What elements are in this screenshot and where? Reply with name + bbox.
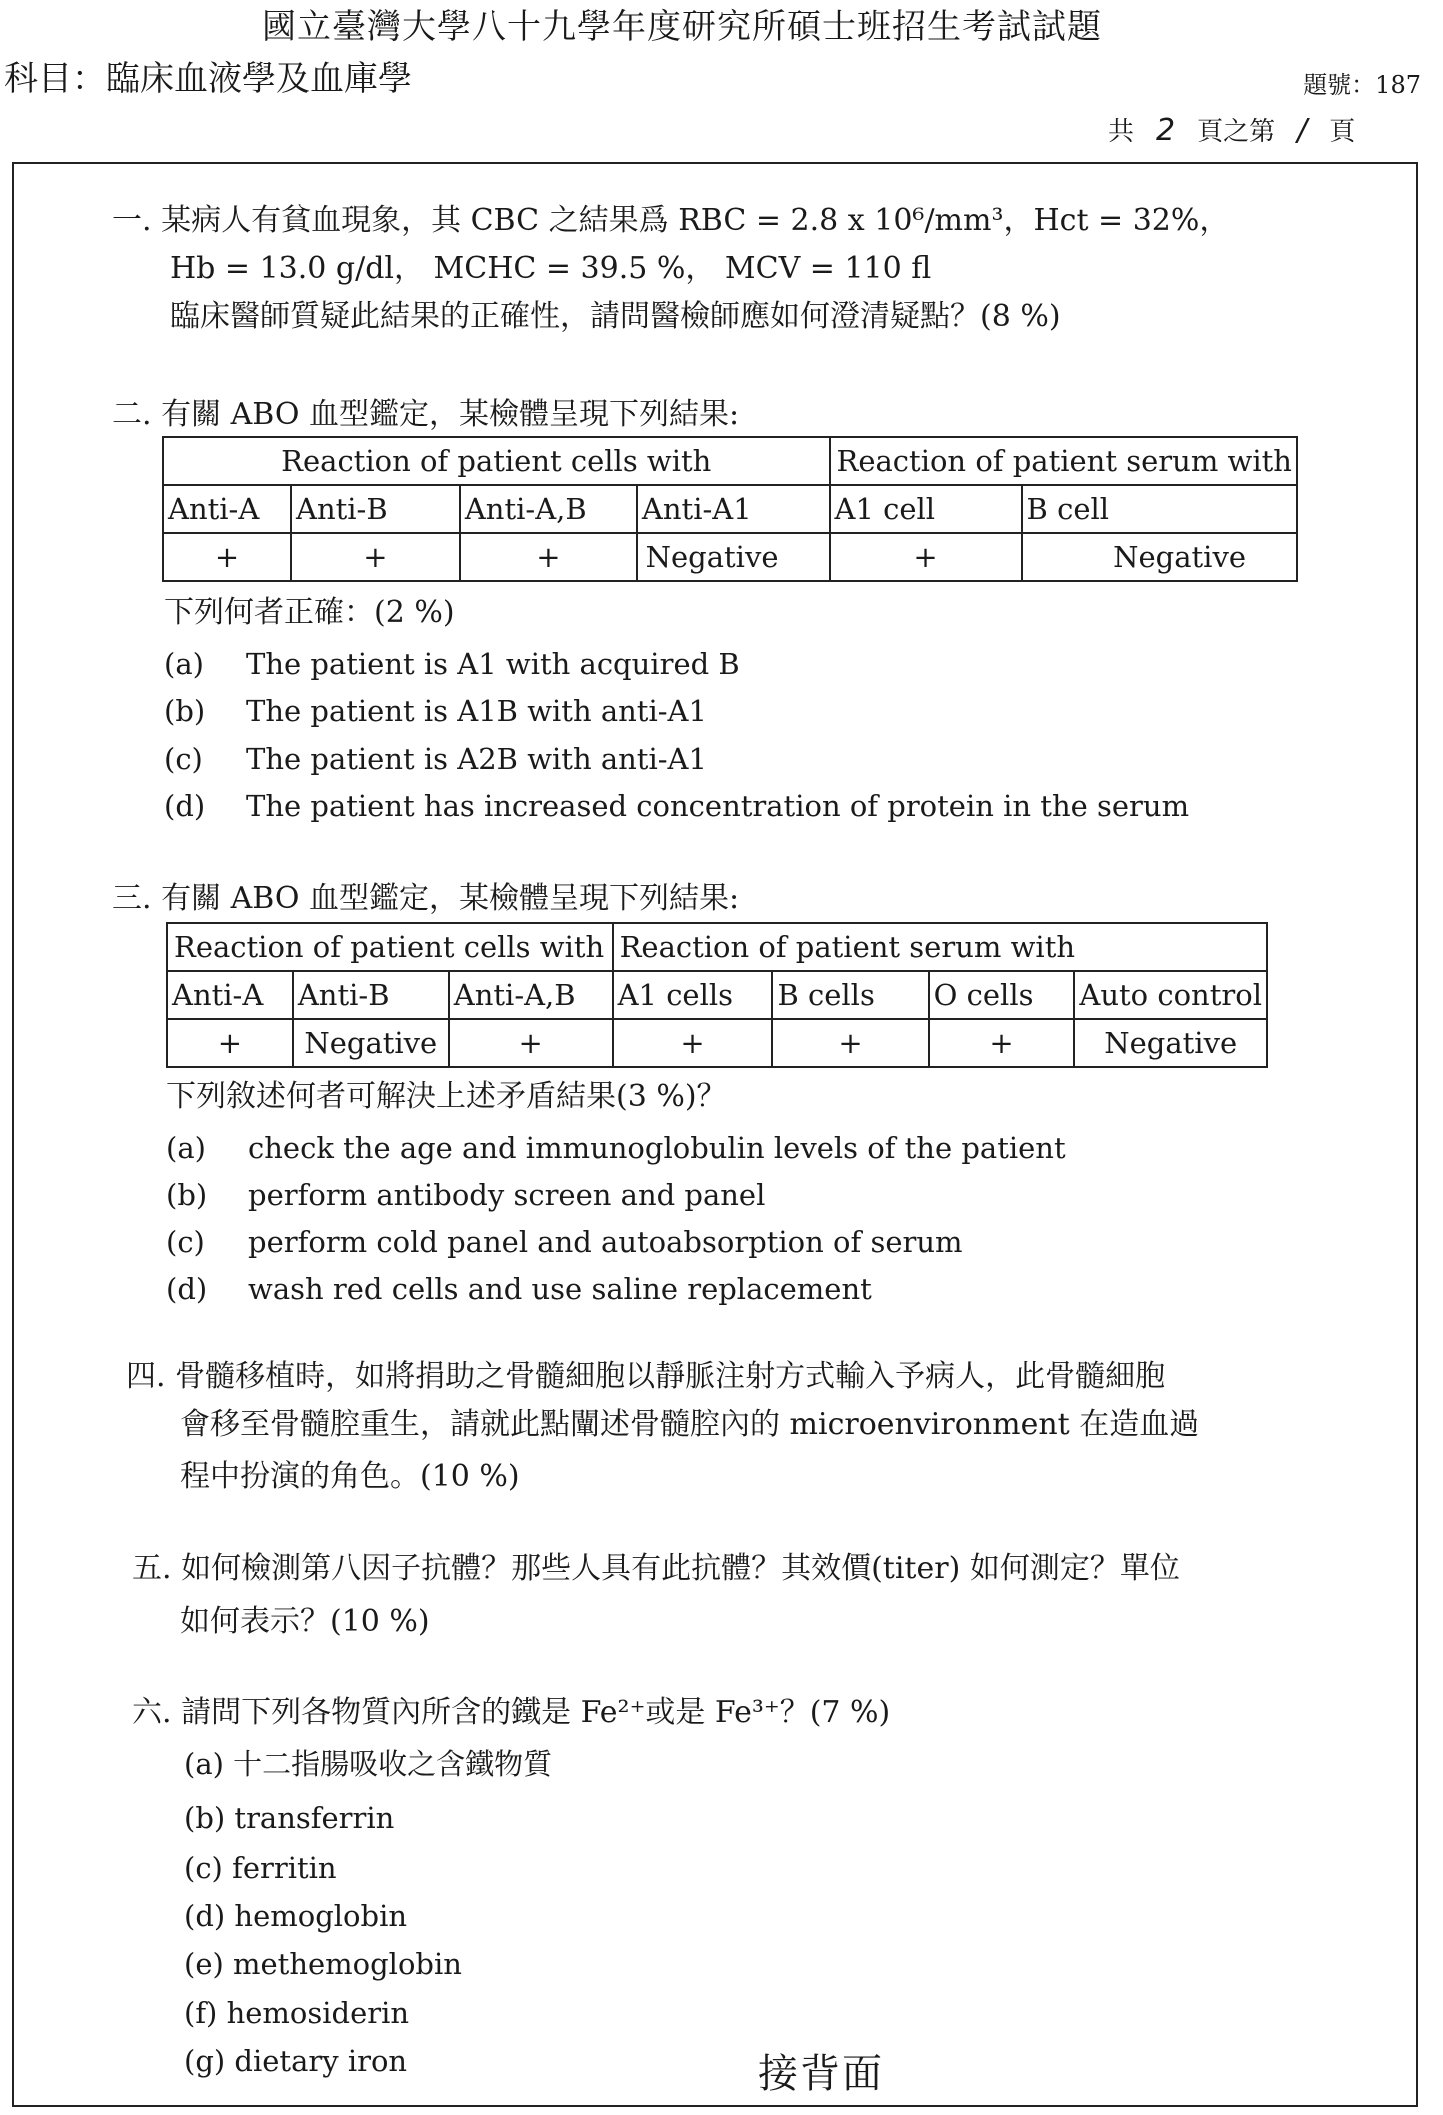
option-key: (a) <box>166 1131 206 1165</box>
q3-table <box>166 922 1268 1068</box>
q3-prompt: 下列敘述何者可解決上述矛盾結果(3 %)？ <box>166 1079 727 1114</box>
q3-stem: 三. 有關 ABO 血型鑑定，某檢體呈現下列結果: <box>112 881 740 916</box>
option-text: wash red cells and use saline replacement <box>248 1272 872 1306</box>
q3-group-serum: Reaction of patient serum with <box>613 923 1267 971</box>
q3-option <box>166 1176 765 1214</box>
option-text: The patient is A1B with anti-A1 <box>246 694 707 728</box>
q3-result: + <box>772 1019 928 1067</box>
q3-result: + <box>449 1019 613 1067</box>
q2-result: + <box>460 533 637 581</box>
option-text: perform antibody screen and panel <box>248 1178 766 1212</box>
q2-col: Anti-A <box>163 485 291 533</box>
q5-line1: 五. 如何檢測第八因子抗體？那些人具有此抗體？其效價(titer) 如何測定？單位 <box>132 1551 1180 1586</box>
q3-result: Negative <box>1074 1019 1267 1067</box>
page-mid: 頁之第 <box>1197 117 1276 147</box>
q3-col: Auto control <box>1074 971 1267 1019</box>
q2-option <box>164 787 1189 825</box>
option-text: The patient is A2B with anti-A1 <box>246 742 707 776</box>
continue-on-back-note: 接背面 <box>758 2051 884 2097</box>
option-text: check the age and immunoglobulin levels of the patient <box>248 1131 1066 1165</box>
q2-col: B cell <box>1022 485 1297 533</box>
q6-item: (c) ferritin <box>184 1851 337 1885</box>
q3-option <box>166 1223 963 1261</box>
q2-result: + <box>830 533 1022 581</box>
q3-result: + <box>613 1019 773 1067</box>
q2-option <box>164 692 707 730</box>
q3-result: + <box>929 1019 1075 1067</box>
option-key: (a) <box>164 647 204 681</box>
option-key: (b) <box>164 694 206 728</box>
q3-col: Anti-A,B <box>449 971 613 1019</box>
page-total-prefix: 共 <box>1108 117 1135 147</box>
q2-col: Anti-B <box>291 485 460 533</box>
q2-option <box>164 740 707 778</box>
exam-title: 國立臺灣大學八十九學年度研究所碩士班招生考試試題 <box>262 7 1102 47</box>
q2-stem: 二. 有關 ABO 血型鑑定，某檢體呈現下列結果: <box>112 397 740 432</box>
q3-result: + <box>167 1019 293 1067</box>
q3-col: Anti-A <box>167 971 293 1019</box>
option-text: perform cold panel and autoabsorption of serum <box>248 1225 963 1259</box>
q2-result: + <box>291 533 460 581</box>
q2-result: Negative <box>637 533 830 581</box>
q2-col: Anti-A,B <box>460 485 637 533</box>
page-suffix: 頁 <box>1329 117 1356 147</box>
q3-col: Anti-B <box>293 971 449 1019</box>
q4-line2: 會移至骨髓腔重生，請就此點闡述骨髓腔內的 microenvironment 在造血過 <box>180 1407 1200 1442</box>
q2-result: Negative <box>1022 533 1297 581</box>
option-key: (d) <box>166 1272 208 1306</box>
q6-item: (f) hemosiderin <box>184 1996 410 2030</box>
q6-item: (g) dietary iron <box>184 2044 408 2078</box>
q3-col: A1 cells <box>613 971 773 1019</box>
q6-stem: 六. 請問下列各物質內所含的鐵是 Fe²⁺或是 Fe³⁺？(7 %) <box>132 1695 891 1730</box>
q2-prompt: 下列何者正確：(2 %) <box>164 595 455 630</box>
q2-col: A1 cell <box>830 485 1022 533</box>
q3-option <box>166 1270 872 1308</box>
option-text: The patient is A1 with acquired B <box>246 647 740 681</box>
page-indicator <box>1108 112 1355 151</box>
q4-line1: 四. 骨髓移植時，如將捐助之骨髓細胞以靜脈注射方式輸入予病人，此骨髓細胞 <box>126 1359 1166 1394</box>
option-text: The patient has increased concentration of protein in the serum <box>246 789 1190 823</box>
q1-line1: 一. 某病人有貧血現象，其 CBC 之結果爲 RBC = 2.8 x 10⁶/mm³，Hct = 32%， <box>112 203 1230 238</box>
q2-group-serum: Reaction of patient serum with <box>830 437 1297 485</box>
q2-option <box>164 645 740 683</box>
q6-item: (b) transferrin <box>184 1801 395 1835</box>
exam-subject: 科目：臨床血液學及血庫學 <box>4 59 412 99</box>
option-key: (b) <box>166 1178 208 1212</box>
q3-result: Negative <box>293 1019 449 1067</box>
q1-line2: Hb = 13.0 g/dl， MCHC = 39.5 %， MCV = 110 fl <box>170 251 932 286</box>
option-key: (c) <box>166 1225 205 1259</box>
option-key: (c) <box>164 742 203 776</box>
q4-line3: 程中扮演的角色。(10 %) <box>180 1459 520 1494</box>
page-current: / <box>1297 113 1308 148</box>
q3-col: B cells <box>772 971 928 1019</box>
q2-result: + <box>163 533 291 581</box>
q3-col: O cells <box>929 971 1075 1019</box>
q6-item: (a) 十二指腸吸收之含鐵物質 <box>184 1747 553 1781</box>
q1-line3: 臨床醫師質疑此結果的正確性，請問醫檢師應如何澄清疑點？(8 %) <box>170 299 1061 334</box>
q3-group-cells: Reaction of patient cells with <box>167 923 613 971</box>
q2-col: Anti-A1 <box>637 485 830 533</box>
q2-table <box>162 436 1298 582</box>
page-total: 2 <box>1156 113 1176 148</box>
q3-option <box>166 1129 1066 1167</box>
q6-item: (d) hemoglobin <box>184 1899 408 1933</box>
q6-item: (e) methemoglobin <box>184 1947 462 1981</box>
q5-line2: 如何表示？(10 %) <box>180 1604 430 1639</box>
question-number: 題號：187 <box>1303 71 1421 99</box>
q2-group-cells: Reaction of patient cells with <box>163 437 830 485</box>
option-key: (d) <box>164 789 206 823</box>
